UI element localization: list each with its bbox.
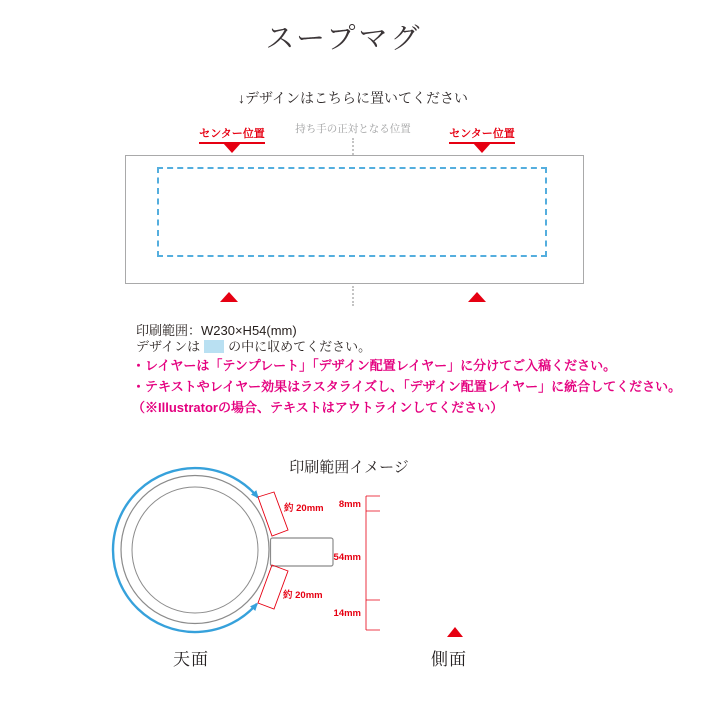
side-marker-up-icon	[447, 627, 463, 637]
upper-margin-label: 約 20mm	[284, 503, 324, 514]
submission-note: ・テキストやレイヤー効果はラスタライズし、「デザイン配置レイヤー」に統合してください。	[132, 379, 682, 394]
print-area-dashed-box	[157, 167, 547, 257]
top-view-label: 天面	[173, 650, 209, 669]
dimension-label-bottom: 14mm	[333, 608, 361, 619]
submission-note: ・レイヤーは「テンプレート」「デザイン配置レイヤー」に分けてご入稿ください。	[132, 358, 617, 373]
page-title: スープマグ	[265, 23, 423, 55]
handle-opposite-position-label: 持ち手の正対となる位置	[295, 123, 411, 135]
diagram-title: 印刷範囲イメージ	[289, 459, 409, 476]
side-view-label: 側面	[431, 650, 467, 669]
center-marker-down-icon	[473, 143, 491, 153]
dimension-label-top: 8mm	[338, 499, 361, 510]
submission-note: （※Illustratorの場合、テキストはアウトラインしてください）	[132, 400, 504, 415]
dimension-line	[366, 496, 380, 630]
print-range-spec: 印刷範囲：W230×H54(mm)	[136, 323, 297, 338]
lower-margin-label: 約 20mm	[283, 590, 323, 601]
dimension-label-middle: 54mm	[333, 552, 361, 563]
mug-handle	[271, 538, 334, 566]
center-marker-down-icon	[223, 143, 241, 153]
center-marker-up-icon	[468, 292, 486, 302]
handle-axis-dotted-line	[352, 138, 354, 155]
handle-axis-dotted-line	[352, 286, 354, 306]
mug-top-view-diagram	[100, 460, 400, 645]
mug-outer-rim	[121, 476, 269, 624]
design-placement-instruction: ↓デザインはこちらに置いてください	[237, 90, 469, 106]
print-area-color-swatch	[204, 340, 224, 353]
center-position-label-left: センター位置	[199, 125, 265, 144]
design-area-note-suffix: の中に収めてください。	[228, 339, 372, 354]
center-marker-up-icon	[220, 292, 238, 302]
design-area-note-prefix: デザインは	[136, 339, 201, 354]
design-area-note	[136, 336, 371, 355]
center-position-label-right: センター位置	[449, 125, 515, 144]
